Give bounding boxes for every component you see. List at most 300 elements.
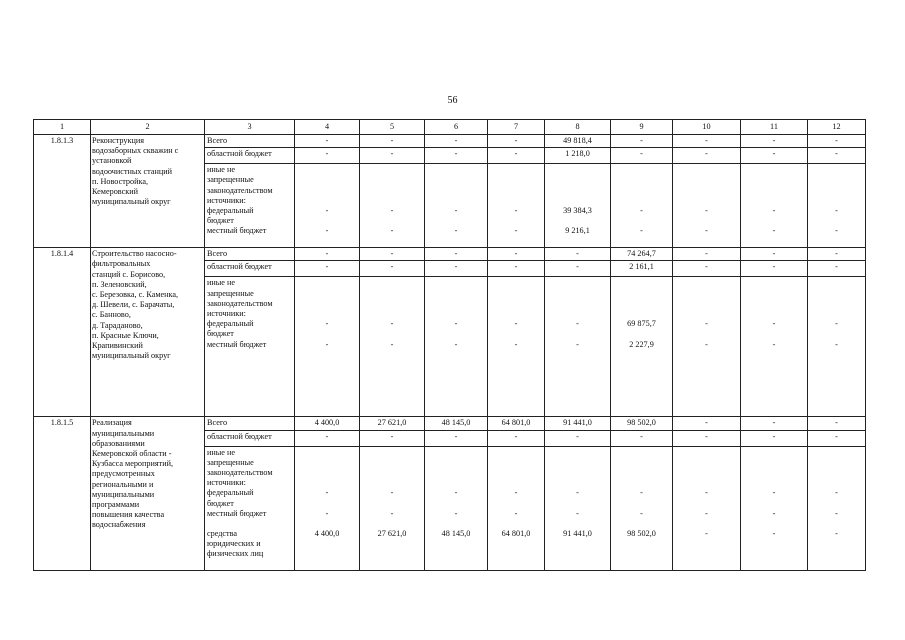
column-header: 7 <box>488 120 545 135</box>
value: - <box>514 149 518 159</box>
value: - <box>325 205 329 215</box>
column-header: 12 <box>808 120 866 135</box>
value: - <box>390 339 394 349</box>
value-spacer <box>297 165 357 175</box>
value: - <box>390 488 394 498</box>
value: - <box>390 431 394 441</box>
item-code: 1.8.1.5 <box>34 417 91 570</box>
value-cell <box>360 277 425 417</box>
value: - <box>772 488 776 498</box>
value: - <box>514 136 518 145</box>
value-spacer <box>490 519 542 529</box>
funding-source-line: федеральный <box>207 205 254 215</box>
value-cell <box>425 248 488 261</box>
value: - <box>772 249 776 259</box>
value: - <box>705 319 708 329</box>
value-spacer <box>362 458 422 468</box>
funding-source-line: запрещенные <box>207 175 254 185</box>
value-spacer <box>427 549 485 559</box>
column-header: 1 <box>34 120 91 135</box>
value: - <box>640 149 643 159</box>
value-spacer <box>743 458 805 468</box>
funding-source-line: юридических и <box>207 539 261 549</box>
value-spacer <box>297 519 357 529</box>
column-header: 3 <box>205 120 295 135</box>
value-spacer <box>810 165 863 175</box>
value: - <box>835 488 838 498</box>
value-spacer <box>675 299 738 309</box>
value-cell <box>425 446 488 570</box>
value-spacer <box>675 165 738 175</box>
value: - <box>514 262 518 272</box>
value-spacer <box>613 309 670 319</box>
value-spacer <box>547 499 608 509</box>
value-cell <box>360 430 425 446</box>
value-cell <box>611 261 673 277</box>
value: - <box>772 262 776 272</box>
value-cell <box>488 164 545 248</box>
value-spacer <box>427 468 485 478</box>
value-spacer <box>362 216 422 226</box>
value-spacer <box>490 499 542 509</box>
value: - <box>576 431 579 441</box>
value-cell <box>673 148 741 164</box>
value-spacer <box>427 448 485 458</box>
description-line: п. Красные Ключи, <box>92 330 159 340</box>
description-line: водоочистных станций <box>92 166 173 176</box>
description-line: водоснабжения <box>92 520 146 530</box>
value: - <box>325 136 329 145</box>
value-cell <box>673 164 741 248</box>
value: - <box>835 431 838 441</box>
value-cell <box>545 446 611 570</box>
value: 64 801,0 <box>501 529 531 539</box>
value-cell <box>295 277 360 417</box>
description-line: программами <box>92 499 140 509</box>
description-line: муниципальный округ <box>92 197 171 207</box>
value-spacer <box>675 458 738 468</box>
funding-source <box>205 248 295 261</box>
item-code: 1.8.1.4 <box>34 248 91 417</box>
value-spacer <box>490 299 542 309</box>
value-cell <box>360 446 425 570</box>
value: 2 227,9 <box>629 339 654 349</box>
item-code: 1.8.1.3 <box>34 135 91 248</box>
value-cell <box>673 430 741 446</box>
value-spacer <box>362 196 422 206</box>
funding-source-line <box>207 519 292 529</box>
value: - <box>325 339 329 349</box>
value-spacer <box>810 499 863 509</box>
value-cell <box>808 248 866 261</box>
value-cell <box>360 417 425 430</box>
value-spacer <box>490 539 542 549</box>
value-cell <box>673 248 741 261</box>
value: - <box>705 418 708 428</box>
value-spacer <box>427 309 485 319</box>
value-cell <box>545 277 611 417</box>
value-spacer <box>613 216 670 226</box>
value-spacer <box>547 278 608 288</box>
value: - <box>576 262 579 272</box>
value: - <box>325 249 329 259</box>
funding-source <box>205 164 295 248</box>
value: - <box>705 508 708 518</box>
value: - <box>835 529 838 539</box>
value-spacer <box>427 289 485 299</box>
value-cell <box>295 164 360 248</box>
value-cell <box>545 430 611 446</box>
value-spacer <box>547 468 608 478</box>
value-cell <box>488 148 545 164</box>
page-number: 56 <box>447 95 458 106</box>
description-line: Реализация <box>92 418 132 428</box>
value: - <box>325 488 329 498</box>
value-spacer <box>362 549 422 559</box>
value: - <box>454 262 458 272</box>
funding-source-line: источники: <box>207 195 246 205</box>
value: - <box>640 226 643 236</box>
value: 48 145,0 <box>441 418 471 428</box>
value-cell <box>295 135 360 148</box>
value-cell <box>611 417 673 430</box>
value: - <box>835 319 838 329</box>
value-spacer <box>297 278 357 288</box>
funding-source-line: законодательством <box>207 185 273 195</box>
value-spacer <box>427 539 485 549</box>
value-cell <box>673 417 741 430</box>
value-spacer <box>743 175 805 185</box>
value-cell <box>741 446 808 570</box>
description-line: Кузбасса мероприятий, <box>92 459 174 469</box>
value-spacer <box>362 175 422 185</box>
value-cell <box>741 417 808 430</box>
value-cell <box>808 417 866 430</box>
value: - <box>454 149 458 159</box>
value-spacer <box>427 175 485 185</box>
value-spacer <box>547 299 608 309</box>
value-spacer <box>810 299 863 309</box>
description-line: фильтровальных <box>92 259 151 269</box>
value: 49 818,4 <box>563 136 592 145</box>
value: - <box>835 226 838 236</box>
value: - <box>454 508 458 518</box>
value-cell <box>425 164 488 248</box>
value-spacer <box>547 186 608 196</box>
value-spacer <box>490 165 542 175</box>
value-cell <box>360 248 425 261</box>
value-cell <box>425 148 488 164</box>
value-spacer <box>810 478 863 488</box>
value-cell <box>295 417 360 430</box>
value-spacer <box>297 309 357 319</box>
value-spacer <box>362 539 422 549</box>
value: - <box>576 488 579 498</box>
funding-source-line: запрещенные <box>207 288 254 298</box>
value-spacer <box>362 478 422 488</box>
value-spacer <box>810 216 863 226</box>
funding-source <box>205 261 295 277</box>
value-cell <box>611 248 673 261</box>
value-cell <box>360 135 425 148</box>
value: 9 216,1 <box>565 226 590 236</box>
funding-source-line: иные не <box>207 447 235 457</box>
value-cell <box>808 277 866 417</box>
description-line: Крапивинский <box>92 340 143 350</box>
value: 39 384,3 <box>563 205 592 215</box>
column-header: 5 <box>360 120 425 135</box>
value-cell <box>360 164 425 248</box>
value-cell <box>360 148 425 164</box>
value-spacer <box>810 289 863 299</box>
value-cell <box>741 248 808 261</box>
value: - <box>390 149 394 159</box>
value: 4 400,0 <box>314 529 340 539</box>
value-cell <box>545 135 611 148</box>
value: - <box>772 319 776 329</box>
value: 64 801,0 <box>501 418 531 428</box>
value-spacer <box>490 196 542 206</box>
value-cell <box>741 277 808 417</box>
value-cell <box>545 261 611 277</box>
value-spacer <box>675 478 738 488</box>
value-spacer <box>613 549 670 559</box>
value: - <box>835 149 838 159</box>
value: - <box>835 262 838 272</box>
funding-source-line: иные не <box>207 165 235 175</box>
value-spacer <box>427 478 485 488</box>
item-description <box>91 135 205 248</box>
value-spacer <box>675 309 738 319</box>
value-spacer <box>810 468 863 478</box>
value-cell <box>673 135 741 148</box>
value-cell <box>488 446 545 570</box>
value: - <box>705 136 708 145</box>
table-row <box>34 248 866 261</box>
value-spacer <box>675 216 738 226</box>
value-spacer <box>547 216 608 226</box>
funding-source-line: источники: <box>207 308 246 318</box>
value: - <box>835 249 838 259</box>
value-spacer <box>547 478 608 488</box>
value-cell <box>808 446 866 570</box>
value-spacer <box>362 499 422 509</box>
value-spacer <box>490 216 542 226</box>
value-cell <box>545 148 611 164</box>
value: - <box>835 205 838 215</box>
value: - <box>325 319 329 329</box>
value-spacer <box>362 186 422 196</box>
description-line: п. Зеленовский, <box>92 279 147 289</box>
value-spacer <box>490 309 542 319</box>
funding-source-line: физических лиц <box>207 549 264 559</box>
value: 98 502,0 <box>627 418 656 428</box>
value-spacer <box>547 196 608 206</box>
value-cell <box>611 277 673 417</box>
value: - <box>454 488 458 498</box>
value-spacer <box>547 175 608 185</box>
value-spacer <box>427 186 485 196</box>
value-spacer <box>613 478 670 488</box>
value: - <box>835 418 838 428</box>
funding-source-line: источники: <box>207 478 246 488</box>
value-spacer <box>362 468 422 478</box>
column-header: 6 <box>425 120 488 135</box>
value-spacer <box>743 165 805 175</box>
value: - <box>390 226 394 236</box>
value-spacer <box>362 519 422 529</box>
funding-source <box>205 430 295 446</box>
item-description <box>91 417 205 570</box>
value-spacer <box>297 175 357 185</box>
description-line: Строительство насосно- <box>92 249 177 259</box>
value: 69 875,7 <box>627 319 656 329</box>
value: 27 621,0 <box>377 529 407 539</box>
value: - <box>772 529 776 539</box>
column-header: 2 <box>91 120 205 135</box>
value-cell <box>611 135 673 148</box>
value: - <box>835 339 838 349</box>
value: - <box>772 508 776 518</box>
value-spacer <box>297 458 357 468</box>
value-spacer <box>547 289 608 299</box>
value-spacer <box>427 165 485 175</box>
value-spacer <box>810 448 863 458</box>
value: - <box>390 136 394 145</box>
funding-source-line: законодательством <box>207 298 273 308</box>
value: 91 441,0 <box>563 529 592 539</box>
value-cell <box>611 164 673 248</box>
funding-source-line: Всего <box>207 136 228 145</box>
description-line: установкой <box>92 156 132 166</box>
description-line: муниципальными <box>92 428 155 438</box>
value-spacer <box>362 329 422 339</box>
value-spacer <box>297 499 357 509</box>
value-spacer <box>675 329 738 339</box>
value-spacer <box>810 186 863 196</box>
value-spacer <box>427 196 485 206</box>
value-spacer <box>743 549 805 559</box>
value-cell <box>425 135 488 148</box>
value-cell <box>545 248 611 261</box>
value-spacer <box>297 448 357 458</box>
table-header-row <box>34 120 866 135</box>
description-line: образованиями <box>92 438 145 448</box>
value-cell <box>808 148 866 164</box>
value: 4 400,0 <box>314 418 340 428</box>
value-cell <box>808 261 866 277</box>
value: - <box>772 136 776 145</box>
description-line: муниципальный округ <box>92 351 171 361</box>
value: - <box>514 508 518 518</box>
value-spacer <box>427 299 485 309</box>
value: - <box>705 431 708 441</box>
value-cell <box>741 135 808 148</box>
value-spacer <box>297 549 357 559</box>
value-cell <box>741 430 808 446</box>
value-cell <box>741 148 808 164</box>
funding-source-line: местный бюджет <box>207 339 267 349</box>
value: 91 441,0 <box>563 418 592 428</box>
funding-source-line: Всего <box>207 249 228 259</box>
value-spacer <box>547 165 608 175</box>
value-cell <box>808 135 866 148</box>
value: 74 264,7 <box>627 249 656 259</box>
table-row <box>34 135 866 148</box>
value-spacer <box>810 196 863 206</box>
value-cell <box>545 417 611 430</box>
value-cell <box>673 261 741 277</box>
value-cell <box>295 148 360 164</box>
value: - <box>454 136 458 145</box>
value: - <box>772 418 776 428</box>
funding-source <box>205 277 295 417</box>
value-spacer <box>613 299 670 309</box>
description-line: Кемеровский <box>92 186 138 196</box>
value-spacer <box>547 549 608 559</box>
value-spacer <box>675 539 738 549</box>
value: - <box>705 149 708 159</box>
value-cell <box>673 277 741 417</box>
value-spacer <box>810 309 863 319</box>
value: - <box>640 508 643 518</box>
value-spacer <box>297 196 357 206</box>
funding-source-line: местный бюджет <box>207 508 267 518</box>
value: - <box>835 508 838 518</box>
value: - <box>640 205 643 215</box>
value-cell <box>295 261 360 277</box>
funding-source-line: иные не <box>207 278 235 288</box>
value-spacer <box>810 175 863 185</box>
value: - <box>325 508 329 518</box>
value: - <box>772 339 776 349</box>
value-spacer <box>297 539 357 549</box>
value-spacer <box>613 329 670 339</box>
value-spacer <box>810 519 863 529</box>
value-spacer <box>362 289 422 299</box>
value: - <box>705 226 708 236</box>
value: - <box>514 226 518 236</box>
value-spacer <box>810 278 863 288</box>
value-spacer <box>427 329 485 339</box>
value: - <box>454 226 458 236</box>
value-spacer <box>743 499 805 509</box>
description-line: региональными и <box>92 479 154 489</box>
value: - <box>705 205 708 215</box>
value-cell <box>360 261 425 277</box>
funding-source-line: областной бюджет <box>207 262 272 272</box>
funding-source <box>205 148 295 164</box>
value-cell <box>488 430 545 446</box>
funding-source-line: средства <box>207 529 238 539</box>
value-spacer <box>427 519 485 529</box>
value: - <box>772 149 776 159</box>
value: - <box>576 319 579 329</box>
funding-source-line: областной бюджет <box>207 149 272 159</box>
value-spacer <box>427 216 485 226</box>
value-spacer <box>743 519 805 529</box>
description-line: с. Банново, <box>92 310 131 320</box>
value-spacer <box>675 499 738 509</box>
value-spacer <box>613 458 670 468</box>
value: 1 218,0 <box>565 149 590 159</box>
value-cell <box>741 261 808 277</box>
value-spacer <box>297 299 357 309</box>
description-line: повышения качества <box>92 510 165 520</box>
value-spacer <box>613 165 670 175</box>
value-spacer <box>297 289 357 299</box>
funding-source-line: бюджет <box>207 216 234 226</box>
